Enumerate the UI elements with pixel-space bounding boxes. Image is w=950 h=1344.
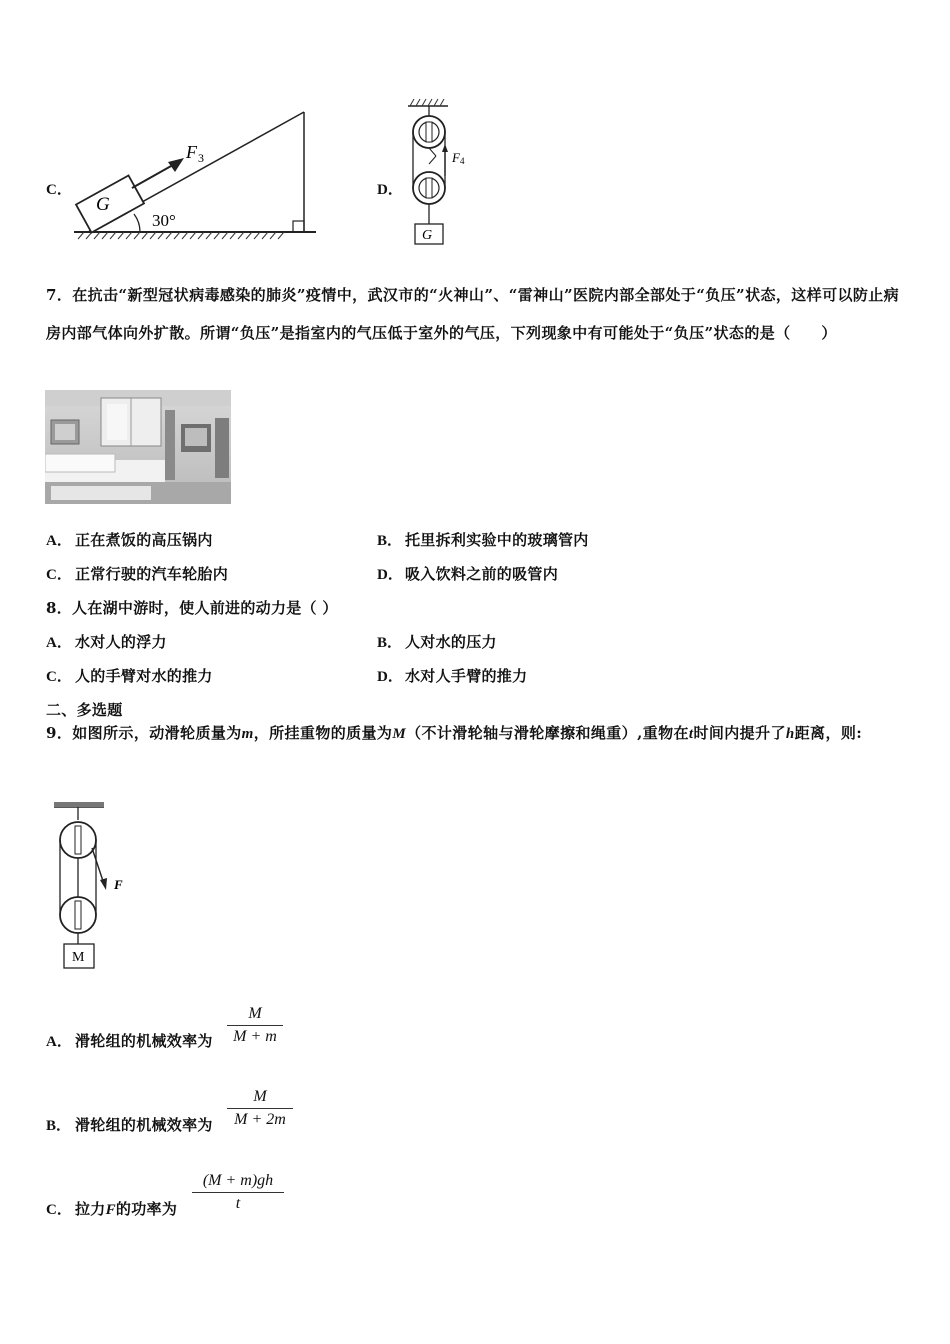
q9-option-a-fraction: M M + m [227, 1005, 283, 1046]
q7-option-c-label: C． [46, 567, 72, 583]
q9-stem: 9．如图所示，动滑轮质量为m，所挂重物的质量为M（不计滑轮轴与滑轮摩擦和绳重）,重物在t时间内提升了h距离，则: [46, 724, 863, 742]
q8-option-b-label: B． [377, 635, 403, 651]
force-f-label: F [114, 877, 123, 892]
q8-stem: 8．人在湖中游时，使人前进的动力是（ ） [46, 599, 338, 617]
incline-figure [70, 106, 320, 242]
q8-option-b-text: 人对水的压力 [405, 633, 497, 651]
q8-option-d-text: 水对人手臂的推力 [405, 667, 528, 685]
weight-m-label: M [72, 950, 85, 965]
angle-label: 30° [152, 211, 176, 230]
force-f4-label: F [452, 150, 460, 165]
pulley-figure-d [400, 96, 480, 248]
q7-option-a-label: A． [46, 533, 72, 549]
q7-option-b-label: B． [377, 533, 403, 549]
q7-stem: 7．在抗击“新型冠状病毒感染的肺炎”疫情中，武汉市的“火神山”、“雷神山”医院内部全部处于“负压”状态，这样可以防止病房内部气体向外扩散。所谓“负压”是指室内的气压低于室外的气压，下列现象中有可能处于“负压”状态的是（ ） [46, 286, 900, 342]
option-d-label: D． [377, 182, 403, 198]
q9-option-a-label: A． [46, 1034, 72, 1050]
q9-option-c-label: C． [46, 1202, 72, 1218]
q9-option-b-fraction: M M + 2m [227, 1088, 293, 1129]
q7-option-d-text: 吸入饮料之前的吸管内 [405, 565, 559, 583]
q9-option-c-text: 拉力F的功率为 [75, 1200, 178, 1218]
force-f3-subscript: 3 [198, 151, 204, 165]
q7-option-b-text: 托里拆利实验中的玻璃管内 [405, 531, 589, 549]
q9-option-b-label: B． [46, 1118, 72, 1134]
q8-option-d-label: D． [377, 669, 403, 685]
q8-option-c-label: C． [46, 669, 72, 685]
q9-option-b-text: 滑轮组的机械效率为 [75, 1116, 213, 1134]
force-f4-subscript: 4 [460, 156, 465, 166]
weight-g-label: G [422, 228, 433, 243]
q9-option-c-fraction: (M + m)gh t [192, 1172, 284, 1213]
q9-option-a-text: 滑轮组的机械效率为 [75, 1032, 213, 1050]
q7-option-d-label: D． [377, 567, 403, 583]
q8-option-a-label: A． [46, 635, 72, 651]
block-g-label: G [96, 194, 110, 215]
q8-option-c-text: 人的手臂对水的推力 [75, 667, 213, 685]
q7-option-a-text: 正在煮饭的高压锅内 [75, 531, 213, 549]
q8-option-a-text: 水对人的浮力 [75, 633, 167, 651]
force-f3-label: F [186, 142, 197, 162]
q7-option-c-text: 正常行驶的汽车轮胎内 [75, 565, 229, 583]
hospital-ward-photo [45, 390, 231, 504]
option-c-label: C． [46, 182, 72, 198]
section-title: 二、多选题 [46, 701, 123, 719]
pulley-figure-q9 [48, 798, 138, 972]
